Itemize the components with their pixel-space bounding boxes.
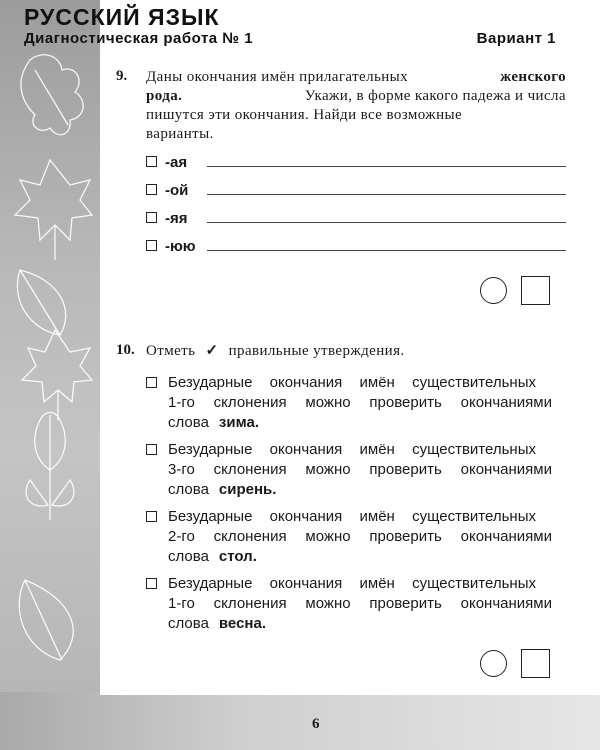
statement-line: [168, 413, 566, 433]
task-9-option-2: [146, 179, 566, 199]
word: можно: [305, 528, 351, 545]
statement-line: [168, 614, 566, 634]
ending-label: -яя: [165, 210, 188, 227]
leaf-decoration: [0, 0, 100, 750]
ending-label: -ой: [165, 182, 189, 199]
word: окончания: [269, 441, 343, 458]
statement-3: [146, 507, 566, 567]
task-10-score-boxes: [480, 649, 550, 678]
task-9-line3: пишутся эти окончания. Найди все возможные: [146, 107, 463, 123]
task-9-line4: варианты.: [146, 126, 214, 142]
word: 3-го: [168, 461, 195, 478]
word: окончаниями: [460, 595, 552, 612]
word: окончания: [269, 575, 343, 592]
word: окончаниями: [460, 461, 552, 478]
word: существительных: [412, 374, 536, 391]
page-header: [0, 0, 600, 52]
word: существительных: [412, 441, 536, 458]
word: Безударные: [168, 441, 253, 458]
ending-label: -юю: [165, 238, 196, 255]
statement-2: [146, 440, 566, 500]
checkbox[interactable]: [146, 578, 157, 589]
word: склонения: [213, 595, 287, 612]
decorative-side-band: [0, 0, 100, 750]
key-word: зима.: [218, 414, 259, 431]
task-9-option-3: [146, 207, 566, 227]
word: проверить: [369, 595, 442, 612]
check-icon: ✓: [205, 343, 219, 359]
word: проверить: [369, 528, 442, 545]
work-title: Диагностическая работа № 1: [24, 30, 254, 47]
word: окончаниями: [460, 528, 552, 545]
statement-line: [168, 507, 536, 527]
task-9-bold-1: женского: [500, 69, 566, 85]
word: 2-го: [168, 528, 195, 545]
score-circle[interactable]: [480, 277, 507, 304]
word: Безударные: [168, 508, 253, 525]
statement-line: [168, 574, 536, 594]
word: окончания: [269, 374, 343, 391]
statement-line: [168, 393, 552, 413]
key-word: весна.: [218, 615, 266, 632]
statement-1: [146, 373, 566, 433]
subject-title: РУССКИЙ ЯЗЫК: [24, 4, 220, 30]
key-word: стол.: [218, 548, 257, 565]
checkbox[interactable]: [146, 240, 157, 251]
statement-line: [168, 440, 536, 460]
answer-line[interactable]: [207, 249, 566, 251]
word: можно: [305, 595, 351, 612]
statement-line: [168, 373, 536, 393]
word: слова: [168, 548, 209, 565]
word: склонения: [213, 394, 287, 411]
variant-label: Вариант 1: [476, 30, 556, 47]
word: имён: [359, 575, 395, 592]
word: существительных: [412, 575, 536, 592]
task-9-number: 9.: [116, 68, 128, 84]
word: Безударные: [168, 374, 253, 391]
task-10-text-before: Отметь: [146, 343, 196, 359]
word: окончаниями: [460, 394, 552, 411]
statement-line: [168, 527, 552, 547]
word: можно: [305, 394, 351, 411]
task-9-text: [146, 68, 566, 144]
task-10-text: [146, 342, 566, 361]
word: проверить: [369, 394, 442, 411]
answer-line[interactable]: [207, 165, 566, 167]
checkbox[interactable]: [146, 156, 157, 167]
task-10-number: 10.: [116, 342, 135, 358]
task-9-option-4: [146, 235, 566, 255]
checkbox[interactable]: [146, 511, 157, 522]
task-10-text-after: правильные утверждения.: [228, 343, 405, 359]
word: склонения: [213, 461, 287, 478]
word: можно: [305, 461, 351, 478]
word: слова: [168, 481, 209, 498]
word: 1-го: [168, 394, 195, 411]
score-square[interactable]: [521, 276, 550, 305]
score-circle[interactable]: [480, 650, 507, 677]
task-9-bold-2: рода.: [146, 88, 183, 104]
word: существительных: [412, 508, 536, 525]
word: имён: [359, 374, 395, 391]
answer-line[interactable]: [207, 193, 566, 195]
checkbox[interactable]: [146, 212, 157, 223]
word: имён: [359, 508, 395, 525]
task-9-line2: Укажи, в форме какого падежа и числа: [304, 88, 566, 104]
task-10: [100, 337, 600, 687]
task-9-score-boxes: [480, 276, 550, 305]
word: проверить: [369, 461, 442, 478]
word: слова: [168, 414, 209, 431]
word: Безударные: [168, 575, 253, 592]
answer-line[interactable]: [207, 221, 566, 223]
decorative-bottom-band: [0, 692, 600, 750]
ending-label: -ая: [165, 154, 188, 171]
word: склонения: [213, 528, 287, 545]
word: слова: [168, 615, 209, 632]
page-content: [100, 55, 600, 695]
statement-4: [146, 574, 566, 634]
checkbox[interactable]: [146, 184, 157, 195]
task-9-option-1: [146, 151, 566, 171]
statement-line: [168, 460, 552, 480]
task-9: [100, 55, 600, 315]
word: имён: [359, 441, 395, 458]
key-word: сирень.: [218, 481, 277, 498]
statement-line: [168, 547, 566, 567]
word: окончания: [269, 508, 343, 525]
word: 1-го: [168, 595, 195, 612]
task-9-line1: Даны окончания имён прилагательных: [146, 69, 409, 85]
checkbox[interactable]: [146, 377, 157, 388]
statement-line: [168, 594, 552, 614]
page-number: 6: [312, 716, 320, 732]
statement-line: [168, 480, 566, 500]
checkbox[interactable]: [146, 444, 157, 455]
score-square[interactable]: [521, 649, 550, 678]
